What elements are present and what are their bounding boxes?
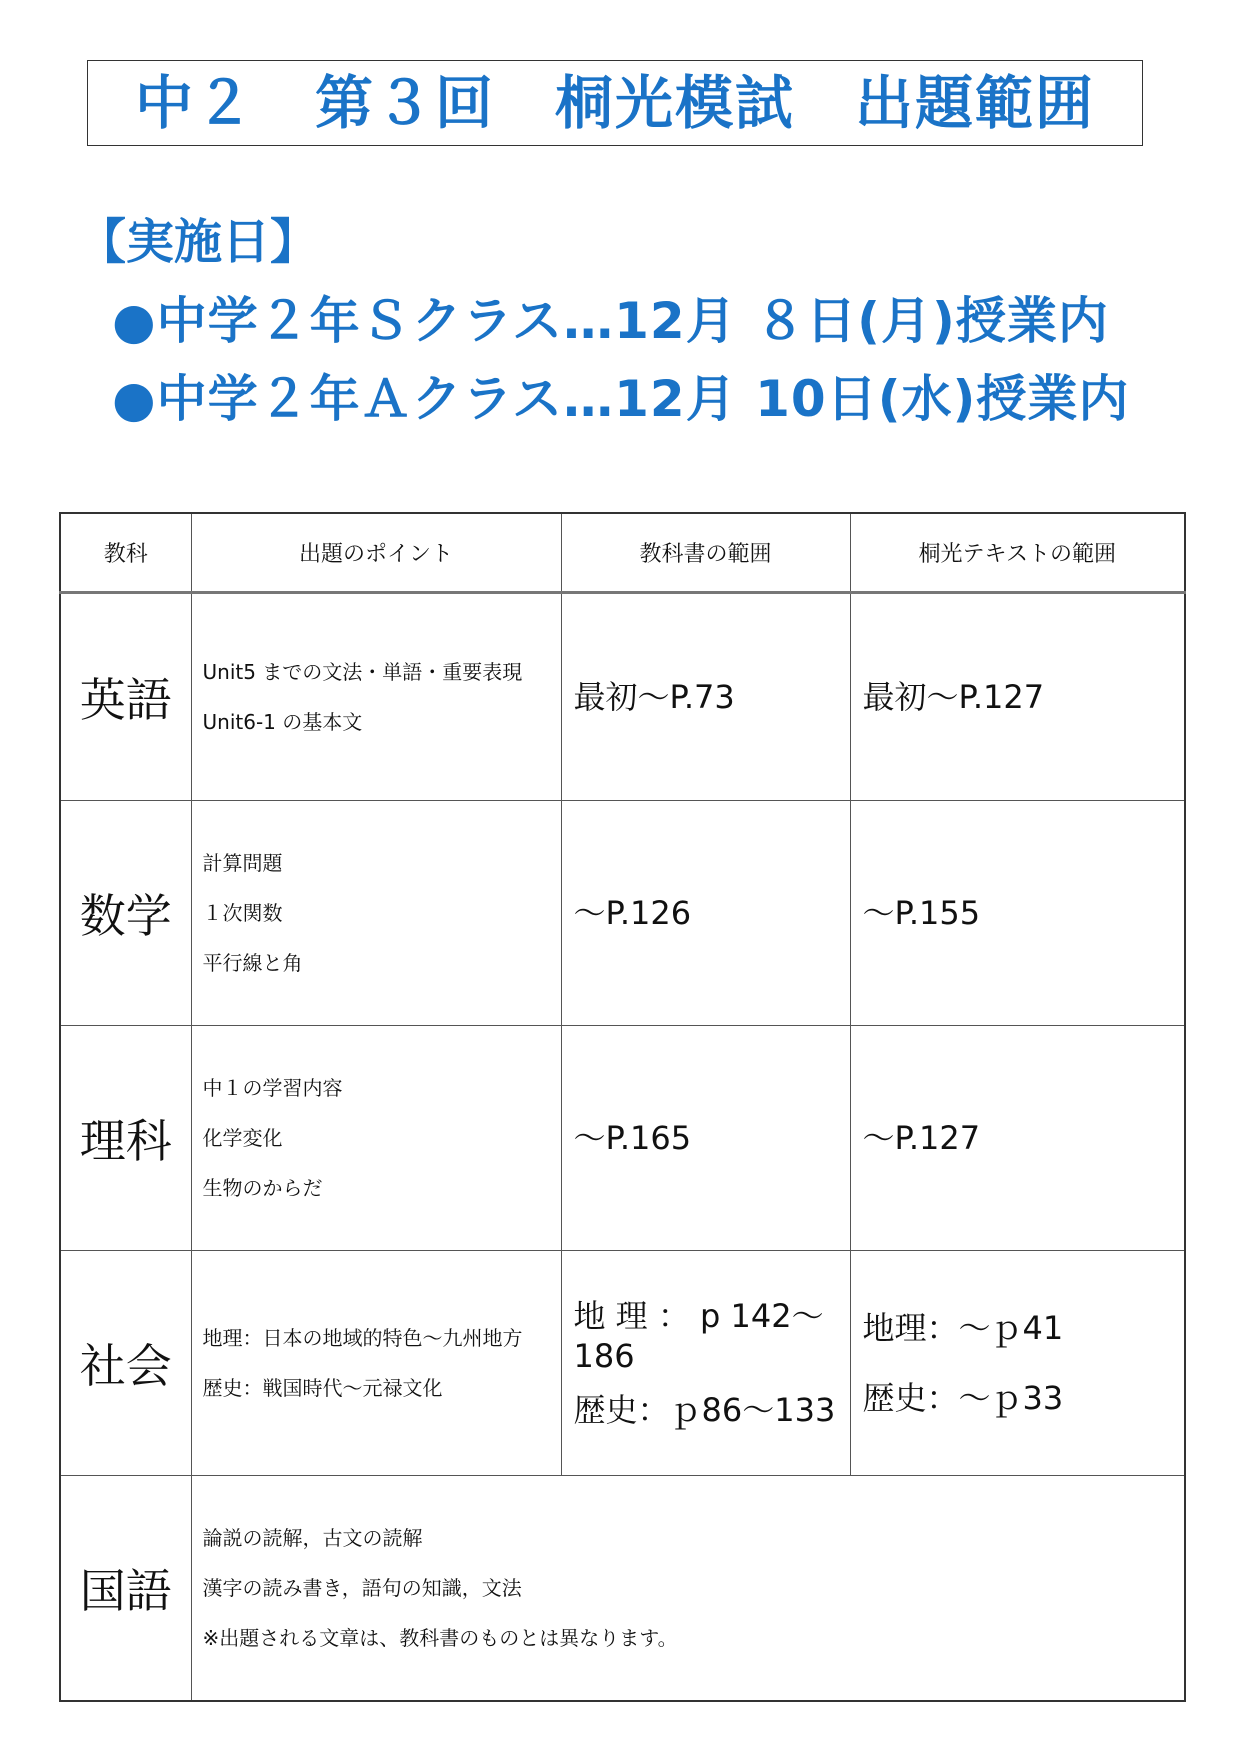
point-item: 漢字の読み書き，語句の知識，文法 [202,1576,522,1600]
session-s-class: ●中学２年Ｓクラス…12月 ８日(月)授業内 [112,292,1109,350]
point-item: 地理：日本の地域的特色～九州地方 [202,1326,523,1350]
range-item: 地 理 ： p 142～ 186 [573,1297,824,1375]
point-item: 平行線と角 [202,951,303,975]
points-english [191,593,561,801]
header-textbook-range: 教科書の範囲 [561,513,850,593]
schedule-heading: 【実施日】 [78,214,319,270]
point-item: 計算問題 [202,851,283,875]
textbook-range-english [561,593,850,801]
subject-japanese: 国語 [60,1476,191,1702]
range-item: ～P.126 [573,894,692,932]
header-toko-text-range: 桐光テキストの範囲 [850,513,1185,593]
range-item: 歴史：ｐ86～133 [573,1391,836,1429]
subject-math: 数学 [60,801,191,1026]
table-row-math [60,801,1185,1026]
session-a-class: ●中学２年Ａクラス…12月 10日(水)授業内 [112,370,1130,428]
point-item: Unit6-1 の基本文 [202,710,363,734]
range-item: ～P.127 [862,1119,981,1157]
table-row-japanese [60,1476,1185,1702]
point-item: 生物のからだ [202,1176,323,1200]
points-japanese [191,1476,1185,1702]
table-header-row [60,513,1185,593]
range-item: 最初～P.73 [573,678,735,716]
title-box [87,60,1143,146]
points-science [191,1026,561,1251]
range-item: 地理：～ｐ41 [862,1309,1064,1347]
textbook-range-social [561,1251,850,1476]
table-row-english [60,593,1185,801]
points-math [191,801,561,1026]
toko-range-social [850,1251,1185,1476]
toko-range-math [850,801,1185,1026]
subject-english: 英語 [60,593,191,801]
point-item: 論説の読解，古文の読解 [202,1526,423,1550]
subject-science: 理科 [60,1026,191,1251]
toko-range-english [850,593,1185,801]
range-item: ～P.155 [862,894,981,932]
page-title: 中２ 第３回 桐光模試 出題範囲 [134,69,1095,137]
subject-social: 社会 [60,1251,191,1476]
point-item: １次関数 [202,901,283,925]
range-item: ～P.165 [573,1119,692,1157]
range-item: 最初～P.127 [862,678,1045,716]
header-points: 出題のポイント [191,513,561,593]
toko-range-science [850,1026,1185,1251]
table-row-social [60,1251,1185,1476]
point-item: ※出題される文章は、教科書のものとは異なります。 [202,1626,678,1650]
range-item: 歴史：～ｐ33 [862,1379,1064,1417]
point-item: 化学変化 [202,1126,283,1150]
point-item: 歴史：戦国時代～元禄文化 [202,1376,443,1400]
table-row-science [60,1026,1185,1251]
header-subject: 教科 [60,513,191,593]
points-social [191,1251,561,1476]
point-item: 中１の学習内容 [202,1076,343,1100]
point-item: Unit5 までの文法・単語・重要表現 [202,660,523,684]
exam-scope-table [59,512,1186,1702]
textbook-range-science [561,1026,850,1251]
textbook-range-math [561,801,850,1026]
